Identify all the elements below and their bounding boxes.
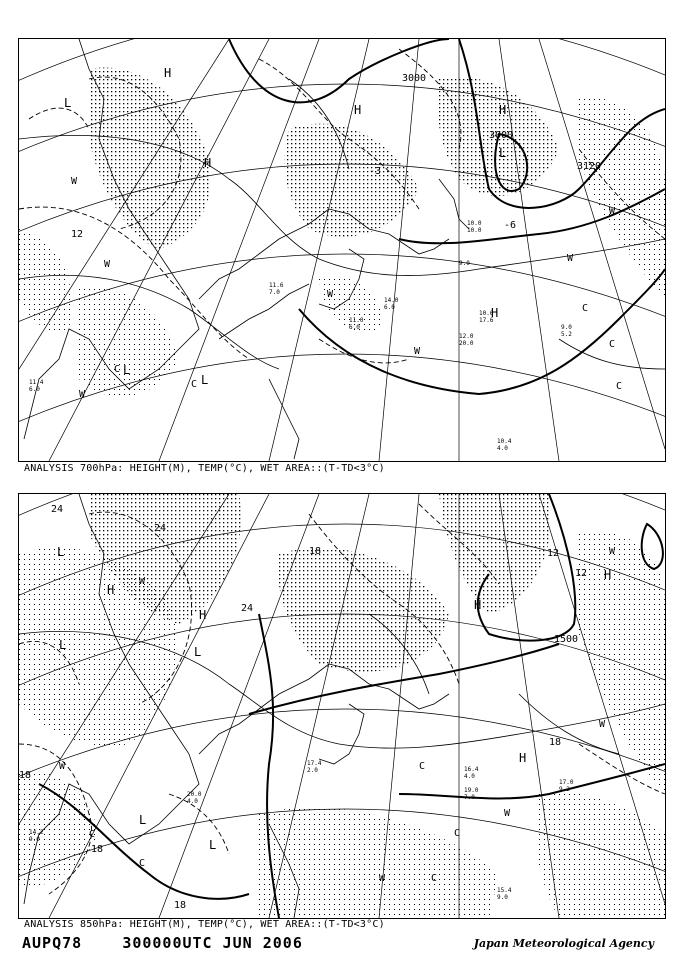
warm-symbol: W <box>414 346 421 357</box>
agency-name: Japan Meteorological Agency <box>473 937 654 950</box>
low-symbol: L <box>194 645 202 659</box>
contour-label: -6 <box>504 220 517 231</box>
station-value: 9.0 <box>561 324 572 331</box>
contour-label: 3120 <box>577 161 602 172</box>
chart-code: AUPQ78 <box>22 934 83 952</box>
low-symbol: L <box>139 813 147 827</box>
station-value: 17.6 <box>479 317 494 324</box>
station-value: 20.0 <box>459 340 474 347</box>
cold-symbol: C <box>419 761 426 772</box>
station-value: 10.6 <box>479 310 494 317</box>
high-symbol: H <box>491 306 499 320</box>
station-value: 11.4 <box>29 379 44 386</box>
contour-label: 12 <box>71 229 84 240</box>
station-value: 20.0 <box>187 791 202 798</box>
station-value: 17.4 <box>307 760 322 767</box>
cold-symbol: C <box>609 339 616 350</box>
low-symbol: L <box>209 838 217 852</box>
high-symbol: H <box>354 103 362 117</box>
contour-label: 18 <box>174 900 187 911</box>
station-value: 10.4 <box>497 438 512 445</box>
station-value: 4.0 <box>497 445 508 452</box>
warm-symbol: W <box>71 176 78 187</box>
high-symbol: H <box>519 751 527 765</box>
warm-symbol: W <box>609 546 616 557</box>
station-value: 7.0 <box>464 794 475 801</box>
contour-label: 24 <box>241 603 254 614</box>
cold-symbol: C <box>139 858 146 869</box>
map-850hpa <box>18 493 666 919</box>
warm-symbol: W <box>79 389 86 400</box>
cold-symbol: C <box>191 379 198 390</box>
station-value: 11.0 <box>349 317 364 324</box>
station-value: 2.0 <box>307 767 318 774</box>
warm-symbol: W <box>139 576 146 587</box>
high-symbol: H <box>474 598 482 612</box>
cold-symbol: C <box>89 829 96 840</box>
station-value: 14.0 <box>384 297 399 304</box>
station-value: 12.0 <box>459 333 474 340</box>
contour-label: 18 <box>549 737 562 748</box>
station-value: 10.0 <box>467 220 482 227</box>
station-value: 10.0 <box>467 227 482 234</box>
cold-symbol: C <box>454 828 461 839</box>
high-symbol: H <box>199 608 207 622</box>
low-symbol: L <box>59 638 67 652</box>
contour-label: 3000 <box>489 130 514 141</box>
low-symbol: L <box>123 363 131 377</box>
warm-symbol: W <box>609 206 616 217</box>
contour-label: 18 <box>19 770 32 781</box>
station-value: 4.0 <box>464 773 475 780</box>
low-symbol: L <box>201 373 209 387</box>
station-value: 7.0 <box>269 289 280 296</box>
contour-label: -3 <box>369 166 382 177</box>
warm-symbol: W <box>379 873 386 884</box>
contour-label: 24 <box>51 504 64 515</box>
station-value: 17.0 <box>559 779 574 786</box>
caption-700hpa: ANALYSIS 700hPa: HEIGHT(M), TEMP(°C), WET AREA::(T-TD<3°C) <box>24 463 385 474</box>
chart-datetime: 300000UTC JUN 2006 <box>122 934 303 952</box>
caption-850hpa: ANALYSIS 850hPa: HEIGHT(M), TEMP(°C), WET AREA::(T-TD<3°C) <box>24 919 385 930</box>
station-value: 9.0 <box>459 260 470 267</box>
contour-label: 12 <box>575 568 588 579</box>
station-value: 19.0 <box>464 787 479 794</box>
station-value: 4.0 <box>187 798 198 805</box>
low-symbol: L <box>499 146 507 160</box>
cold-symbol: C <box>582 303 589 314</box>
low-symbol: L <box>64 96 72 110</box>
station-value: 9.0 <box>29 836 40 843</box>
warm-symbol: W <box>504 808 511 819</box>
high-symbol: H <box>499 103 507 117</box>
cold-symbol: C <box>616 381 623 392</box>
contour-label: 12 <box>547 548 560 559</box>
station-value: 6.0 <box>349 324 360 331</box>
contour-label: 3000 <box>402 73 427 84</box>
station-value: 9.2 <box>559 786 570 793</box>
map-700hpa-svg <box>19 39 665 461</box>
high-symbol: H <box>604 568 612 582</box>
contour-label: 1500 <box>554 634 579 645</box>
station-value: 11.6 <box>269 282 284 289</box>
station-value: 6.0 <box>384 304 395 311</box>
cold-symbol: C <box>431 873 438 884</box>
high-symbol: H <box>164 66 172 80</box>
high-symbol: H <box>204 156 212 170</box>
high-symbol: H <box>107 583 115 597</box>
station-value: 15.4 <box>497 887 512 894</box>
map-700hpa <box>18 38 666 462</box>
chart-code-datetime <box>22 934 303 952</box>
contour-label: 18 <box>91 844 104 855</box>
cold-symbol: C <box>114 364 121 375</box>
map-850hpa-svg <box>19 494 665 918</box>
low-symbol: L <box>57 545 65 559</box>
warm-symbol: W <box>599 719 606 730</box>
warm-symbol: W <box>104 259 111 270</box>
contour-label: 24 <box>154 523 167 534</box>
warm-symbol: W <box>327 289 334 300</box>
warm-symbol: W <box>567 253 574 264</box>
warm-symbol: W <box>59 761 66 772</box>
station-value: 14.2 <box>29 829 44 836</box>
station-value: 9.0 <box>497 894 508 901</box>
contour-label: 18 <box>309 546 322 557</box>
station-value: 16.4 <box>464 766 479 773</box>
station-value: 6.0 <box>29 386 40 393</box>
station-value: 5.2 <box>561 331 572 338</box>
